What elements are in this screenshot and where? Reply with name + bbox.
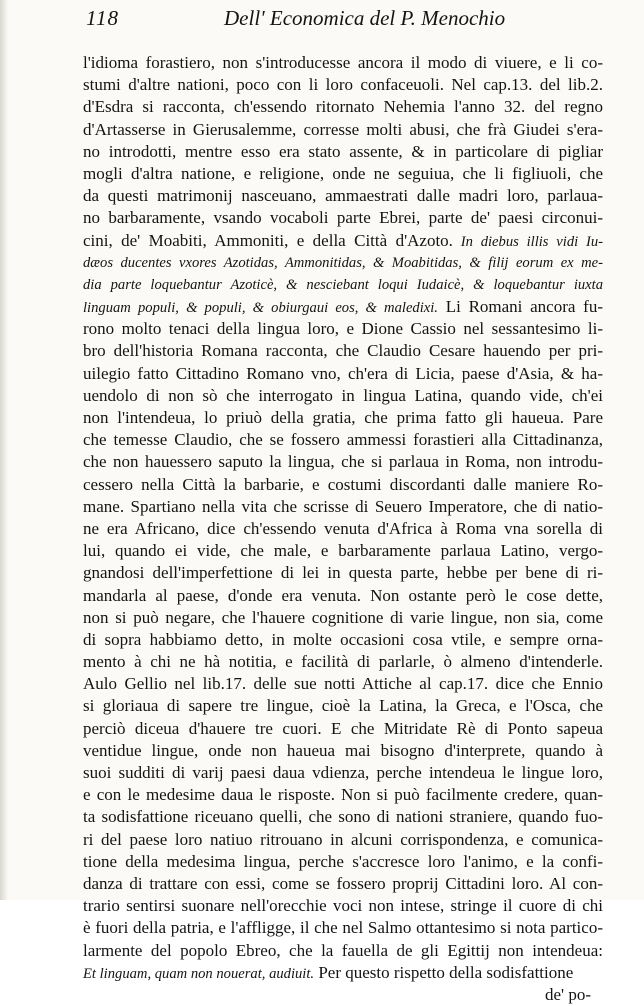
line-text: è fuori della patria, e l'affligge, il che nel Salmo ottantesimo si nota partico- (83, 918, 603, 938)
line-text: perciò diceua d'hauere tre cuori. E che Mitridate Rè di Ponto sapeua (83, 718, 603, 738)
line-text: tione della medesima lingua, perche s'accresce loro l'animo, e la confi- (83, 851, 603, 871)
line-text: ri del paese loro natiuo ritrouano in alcuni corrispondenza, e comunica- (83, 829, 603, 849)
text-line (83, 962, 603, 984)
line-text: Li Romani ancora fu- (437, 297, 604, 317)
line-text: lui, quando ei vide, che male, e barbaramente parlaua Latino, vergo- (83, 541, 603, 561)
line-text: e con le medesime daua le risposte. Non si può facilmente credere, quan- (83, 785, 603, 805)
text-line (83, 829, 603, 851)
text-line (83, 917, 603, 939)
text-line (83, 518, 603, 540)
text-line (83, 629, 603, 651)
text-line (83, 274, 603, 296)
line-text: stumi d'altre nationi, poco con li loro confaceuoli. Nel cap.13. del lib.2. (83, 75, 603, 95)
text-line (83, 940, 603, 962)
text-line (83, 762, 603, 784)
text-line (83, 318, 603, 340)
line-text: di sopra habbiamo detto, in molte occasioni cosa vtile, e sempre orna- (83, 629, 603, 649)
line-text: cessero nella Città la barbarie, e costumi discordanti dalle maniere Ro- (83, 474, 603, 494)
catchword: de' po- (544, 984, 591, 1004)
text-line (83, 163, 603, 185)
line-text: uilegio fatto Cittadino Romano vno, ch'era di Licia, paese d'Asia, & ha- (83, 363, 603, 383)
text-line (83, 607, 603, 629)
text-line (83, 119, 603, 141)
line-text: da questi matrimonij nasceuano, ammaestrati dalle madri loro, parlaua- (83, 186, 603, 206)
line-text: d'Esdra si racconta, ch'essendo ritornato Nehemia l'anno 32. del regno (83, 97, 603, 117)
text-line (83, 651, 603, 673)
latin-quotation: dæos ducentes vxores Azotidas, Ammonitidas, & Moabitidas, & filij eorum ex me- (83, 254, 603, 271)
text-line (83, 296, 603, 318)
text-line (83, 474, 603, 496)
line-text: ta sodisfattione riceuano quelli, che sono di nationi straniere, quando fuo- (83, 807, 603, 827)
gutter-shadow (0, 0, 8, 900)
line-text: ventidue lingue, onde non haueua mai bisogno d'interprete, quando à (83, 740, 603, 760)
page-header (86, 6, 616, 36)
line-text: mogli d'altra natione, e religione, onde ne seguiua, che li figliuoli, che (83, 163, 603, 183)
text-line (83, 141, 603, 163)
text-line (83, 363, 603, 385)
line-text: si gloriaua di sapere tre lingue, cioè la Latina, la Greca, e l'Osca, che (83, 696, 603, 716)
text-line (83, 96, 603, 118)
line-text: l'idioma forastiero, non s'introducesse ancora il modo di viuere, e li co- (83, 53, 603, 72)
text-line (83, 496, 603, 518)
line-text: uendolo di non sò che interrogato in lingua Latina, quando vide, ch'ei (83, 385, 603, 405)
line-text: trario sentirsi suonare nell'orecchie voci non intese, stringe il cuore di chi (83, 896, 603, 916)
text-line (83, 540, 603, 562)
text-line (83, 585, 603, 607)
line-text: che temesse Claudio, che se fossero ammessi forastieri alla Cittadinanza, (83, 430, 603, 450)
text-line (83, 895, 603, 917)
line-text: bro dell'historia Romana racconta, che Claudio Cesare hauendo per pri- (83, 341, 603, 361)
text-line (83, 252, 603, 274)
text-line (83, 74, 603, 96)
line-text: suoi sudditi di varij paesi daua vdienza, perche intendeua le lingue loro, (83, 763, 603, 782)
text-line (83, 673, 603, 695)
text-line (83, 185, 603, 207)
line-text: che non hauessero saputo la lingua, che si parlaua in Roma, non introdu- (83, 452, 603, 472)
body-text (83, 52, 603, 1006)
line-text: Per questo rispetto della sodisfattione (314, 962, 574, 982)
text-line (83, 407, 603, 429)
running-title: Dell' Economica del P. Menochio (224, 6, 506, 30)
text-line (83, 340, 603, 362)
text-line (83, 851, 603, 873)
latin-quotation: dia parte loquebantur Azoticè, & nesciebant loqui Iudaicè, & loquebantur iuxta (83, 276, 603, 293)
line-text: cini, de' Moabiti, Ammoniti, e della Città d'Azoto. (83, 230, 453, 250)
line-text: danza di trattare con essi, come se fossero proprij Cittadini loro. Al con- (83, 873, 603, 893)
line-text: ne era Africano, dice ch'essendo venuta d'Africa à Roma vna sorella di (83, 518, 603, 538)
line-text: gnandosi dell'imperfettione di lei in questa parte, hebbe per bene di ri- (83, 563, 603, 583)
line-text: rono molto tenaci della lingua loro, e Dione Cassio nel sessantesimo li- (83, 319, 603, 339)
line-text: mandarla al paese, d'onde era venuta. Non ostante però le cose dette, (83, 585, 603, 605)
line-text: d'Artasserse in Gierusalemme, corresse molti abusi, che frà Giudei s'era- (83, 119, 603, 139)
text-line (83, 718, 603, 740)
line-text: mane. Spartiano nella vita che scrisse di Seuero Imperatore, che di natio- (83, 496, 603, 516)
text-line (83, 784, 603, 806)
text-line (83, 740, 603, 762)
text-line (83, 385, 603, 407)
text-line (83, 562, 603, 584)
line-text: no barbaramente, vsando vocaboli parte Ebrei, parte de' paesi circonui- (83, 208, 603, 228)
latin-quotation: linguam populi, & populi, & obiurgaui eos, & maledixi. (83, 300, 438, 317)
latin-quotation: Et linguam, quam non nouerat, audiuit. (83, 965, 315, 982)
text-line (83, 873, 603, 895)
line-text: non l'intendeua, lo priuò della gratia, che prima fatto gli haueua. Pare (83, 408, 603, 427)
latin-quotation: In diebus illis vidi Iu- (452, 233, 603, 250)
text-line (83, 230, 603, 252)
text-line (83, 207, 603, 229)
text-line (83, 451, 603, 473)
text-line (83, 806, 603, 828)
text-line (83, 695, 603, 717)
line-text: no introdotti, mentre esso era stato assente, & in particolare di pigliar (83, 141, 603, 161)
line-text: mento à chi ne hà notitia, e facilità di parlarle, ò almeno d'intenderle. (83, 652, 603, 672)
text-line (83, 52, 603, 74)
line-text: non si può negare, che l'hauere cognitione di varie lingue, non sia, come (83, 607, 603, 627)
text-line (83, 429, 603, 451)
page-number: 118 (86, 6, 119, 30)
line-text: Aulo Gellio nel lib.17. delle sue notti Attiche al cap.17. dice che Ennio (83, 674, 603, 694)
line-text: larmente del popolo Ebreo, che la fauella de gli Egittij non intendeua: (83, 940, 603, 960)
